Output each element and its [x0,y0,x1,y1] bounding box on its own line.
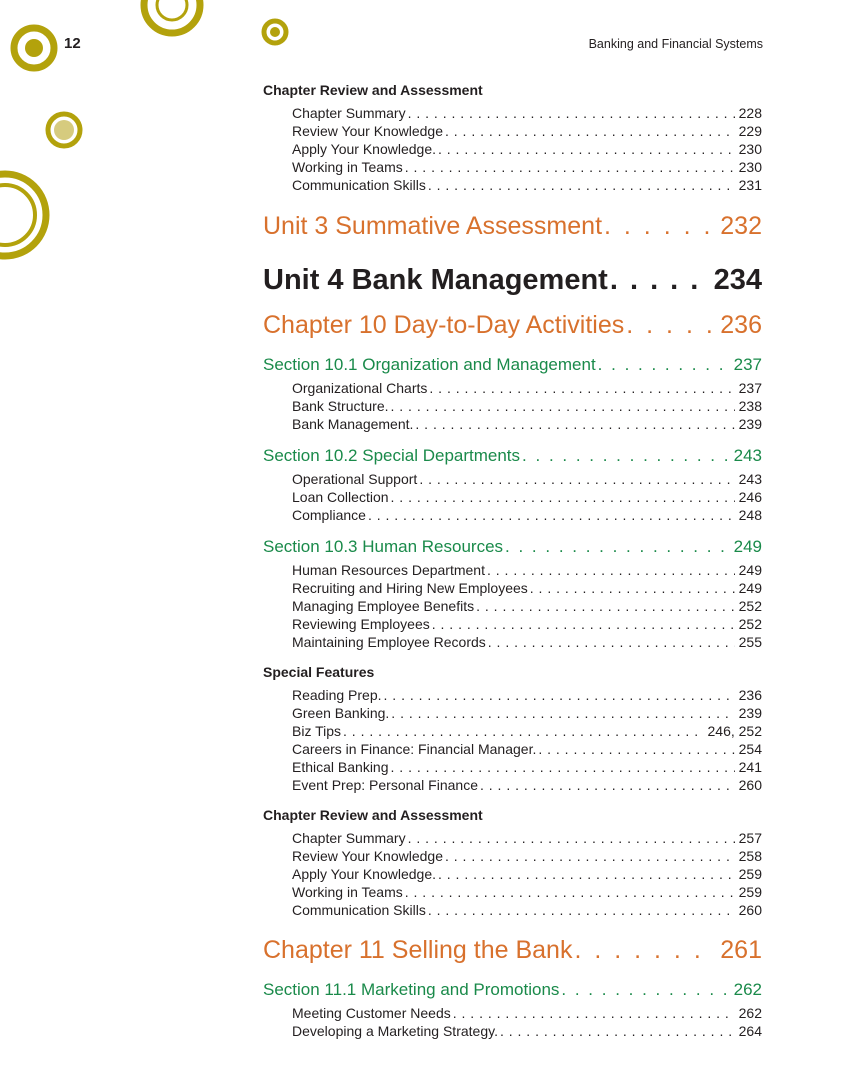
decorative-circles [0,0,300,280]
toc-entry[interactable]: Green Banking. . . . 239 [263,704,762,722]
chapter-review-list [263,104,762,194]
toc-entry[interactable]: Event Prep: Personal Finance . . . 260 [263,776,762,794]
toc-entry[interactable]: Chapter Summary . . . 228 [263,104,762,122]
toc-entry[interactable]: Chapter Summary . . . 257 [263,829,762,847]
table-of-contents [263,80,762,1040]
middle-left-ring-icon [48,114,80,146]
toc-entry[interactable]: Recruiting and Hiring New Employees . . . 249 [263,579,762,597]
section-11-1-entry[interactable]: Section 11.1 Marketing and Promotions . . . 262 [263,979,762,1001]
toc-entry[interactable]: Review Your Knowledge . . . 258 [263,847,762,865]
chapter10-entry[interactable]: Chapter 10 Day-to-Day Activities . . . 236 [263,308,762,342]
section-10-1-entry[interactable]: Section 10.1 Organization and Management . . . 237 [263,354,762,376]
running-head: Banking and Financial Systems [588,37,763,51]
chapter-review-heading: Chapter Review and Assessment [263,807,483,823]
toc-entry[interactable]: Maintaining Employee Records . . . 255 [263,633,762,651]
toc-entry[interactable]: Operational Support . . . 243 [263,470,762,488]
left-edge-ring-icon [0,174,46,256]
toc-entry[interactable]: Communication Skills . . . 260 [263,901,762,919]
toc-entry[interactable]: Working in Teams . . . 259 [263,883,762,901]
toc-entry[interactable]: Apply Your Knowledge. . . . 230 [263,140,762,158]
toc-entry[interactable]: Loan Collection . . . 246 [263,488,762,506]
toc-entry[interactable]: Bank Management. . . . 239 [263,415,762,433]
toc-entry[interactable]: Bank Structure. . . . 238 [263,397,762,415]
toc-entry[interactable]: Developing a Marketing Strategy. . . . 264 [263,1022,762,1040]
toc-entry[interactable]: Reading Prep. . . . 236 [263,686,762,704]
toc-entry[interactable]: Ethical Banking . . . 241 [263,758,762,776]
toc-entry[interactable]: Working in Teams . . . 230 [263,158,762,176]
header-ring-icon [264,21,286,43]
section-10-3-entry[interactable]: Section 10.3 Human Resources . . . 249 [263,536,762,558]
section-10-2-entry[interactable]: Section 10.2 Special Departments . . . 243 [263,445,762,467]
toc-entry[interactable]: Apply Your Knowledge. . . . 259 [263,865,762,883]
toc-entry[interactable]: Organizational Charts . . . 237 [263,379,762,397]
toc-entry[interactable]: Biz Tips . . . 246, 252 [263,722,762,740]
page-number: 12 [64,35,81,52]
top-left-ring-icon [14,28,54,68]
toc-entry[interactable]: Reviewing Employees . . . 252 [263,615,762,633]
toc-entry[interactable]: Careers in Finance: Financial Manager. . . . 254 [263,740,762,758]
toc-entry[interactable]: Managing Employee Benefits . . . 252 [263,597,762,615]
toc-entry[interactable]: Communication Skills . . . 231 [263,176,762,194]
top-arc-ring-icon [144,0,200,33]
chapter11-entry[interactable]: Chapter 11 Selling the Bank . . . 261 [263,933,762,967]
unit4-entry[interactable]: Unit 4 Bank Management . . . 234 [263,262,762,298]
special-features-heading: Special Features [263,664,375,680]
unit3-assessment-entry[interactable]: Unit 3 Summative Assessment . . . 232 [263,210,762,242]
chapter-review-heading: Chapter Review and Assessment [263,82,483,98]
toc-entry[interactable]: Compliance . . . 248 [263,506,762,524]
toc-entry[interactable]: Meeting Customer Needs . . . 262 [263,1004,762,1022]
toc-entry[interactable]: Review Your Knowledge . . . 229 [263,122,762,140]
toc-entry[interactable]: Human Resources Department . . . 249 [263,561,762,579]
